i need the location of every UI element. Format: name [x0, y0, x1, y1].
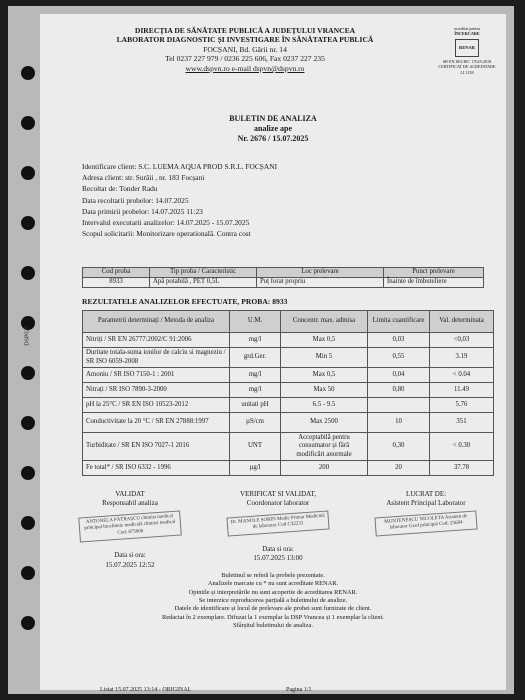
result-cell: 0,80 — [368, 383, 430, 398]
stamp-icon: ANTONELA PĂTRAȘCU chimist medical principal biochimie medicală chimist medical Cod: 875006 — [78, 510, 181, 542]
result-cell: 11.49 — [430, 383, 494, 398]
signature-verified — [208, 490, 348, 563]
result-cell: Nitriți / SR EN 26777:2002/C 91:2006 — [83, 333, 230, 348]
results-header-cell: Val. determinata — [430, 311, 494, 333]
result-cell: 0,55 — [368, 348, 430, 368]
result-cell: 351 — [430, 413, 494, 433]
info-collect-date: Data recoltarii probelor: 14.07.2025 — [82, 195, 189, 205]
sig-title: Asistent Principal Laborator — [386, 498, 466, 507]
sample-header-cell: Tip proba / Caracteristic — [150, 268, 257, 278]
result-cell: pH la 25°C / SR EN ISO 10523-2012 — [83, 398, 230, 413]
table-row — [83, 433, 494, 461]
sig-role: VERIFICAT SI VALIDAT, — [240, 490, 316, 498]
accreditation-badge — [436, 26, 498, 75]
sig-date: 15.07.2025 13:00 — [253, 554, 303, 563]
header-web: www.dspvn.ro e-mail dspvn@dspvn.ro — [185, 63, 305, 73]
sig-date: 15.07.2025 12:52 — [105, 560, 155, 569]
cert-text-3: SR EN ISO/IEC 17025:2018 — [442, 58, 492, 64]
result-cell: Acceptabilă pentru consumator și fără modificări anormale — [281, 433, 368, 461]
result-cell: mg/l — [230, 333, 281, 348]
sample-header-cell: Punct prelevare — [384, 268, 484, 278]
sample-cell: 8933 — [83, 278, 150, 288]
client-info — [82, 162, 482, 240]
cert-text-1: acreditat pentru — [453, 26, 481, 31]
result-cell: grd.Ger. — [230, 348, 281, 368]
result-cell: 6.5 - 9.5 — [281, 398, 368, 413]
footer-notes — [40, 572, 506, 630]
result-cell: mg/l — [230, 383, 281, 398]
sig-title: Responsabil analiza — [102, 498, 158, 507]
result-cell: Fe total* / SR ISO 6332 - 1996 — [83, 461, 230, 476]
info-address: Adresa client: str. Surăii , nr. 183 Focșani — [82, 173, 205, 183]
listed-stamp: Listat 15.07.2025 13:14 - ORIGINAL — [100, 687, 192, 693]
result-cell: UNT — [230, 433, 281, 461]
header-address: FOCȘANI, Bd. Gării nr. 14 — [203, 44, 287, 54]
footer-line: Datele de identificare și locul de prelevare ale probei sunt furnizate de client. — [174, 605, 372, 613]
table-row — [83, 461, 494, 476]
result-cell: 10 — [368, 413, 430, 433]
analysis-bulletin-page — [24, 14, 506, 693]
results-header-cell: Concentr. max. admisa — [281, 311, 368, 333]
signature-worked-by — [356, 490, 496, 532]
footer-line: Opiniile și interpretările nu sunt acoperite de acreditarea RENAR. — [188, 588, 358, 596]
results-title: REZULTATELE ANALIZELOR EFECTUATE, PROBA: 8933 — [82, 297, 288, 306]
stamp-icon: Dr. MANOLE SORIN Medic Primar Medicină de laborator Cod C32231 — [226, 510, 329, 536]
title-main: BULETIN DE ANALIZA — [229, 114, 317, 123]
sig-title: Coordonator laborator — [246, 498, 310, 507]
sample-cell: Înainte de îmbuteliere — [384, 278, 484, 288]
header-line-2: LABORATOR DIAGNOSTIC ȘI INVESTIGARE ÎN SĂNĂTATEA PUBLICĂ — [116, 35, 374, 45]
footer-line: Se interzice reproducerea parțială a buletinului de analize. — [198, 596, 348, 604]
sig-date-label: Data si ora: — [262, 546, 294, 553]
title-sub: analize ape — [254, 124, 292, 133]
sample-header-cell: Loc prelevare — [257, 268, 384, 278]
cert-text-5: LI 1158 — [460, 69, 474, 75]
result-cell: 0,03 — [368, 333, 430, 348]
header-line-1: DIRECȚIA DE SĂNĂTATE PUBLICĂ A JUDEȚULUI VRANCEA — [134, 26, 356, 35]
result-cell: unitati pH — [230, 398, 281, 413]
cert-text-4: CERTIFICAT DE ACREDITARE — [438, 64, 496, 70]
result-cell: Duritate totala-suma ionilor de calciu si magneziu / SR ISO 6059-2008 — [83, 348, 230, 368]
result-cell: < 0.04 — [430, 368, 494, 383]
stamp-icon: MUNTENESCU NICOLETA Asistent de laborator Grad principal Cod: 25684 — [374, 510, 477, 536]
sig-role: LUCRAT DE: — [405, 490, 447, 498]
result-cell: < 0.30 — [430, 433, 494, 461]
result-cell: <0,03 — [430, 333, 494, 348]
cert-text-2: ÎNCERCARE — [454, 31, 480, 37]
renar-logo-icon: RENAR — [455, 39, 479, 57]
institution-header — [80, 26, 410, 73]
table-row — [83, 383, 494, 398]
binder-holes — [18, 66, 40, 666]
results-header-cell: Parametrii determinați / Metoda de analiza — [83, 311, 230, 333]
footer-line: Buletinul se referă la probele prezentate. — [221, 572, 325, 579]
table-row — [83, 413, 494, 433]
results-header-cell: U.M. — [230, 311, 281, 333]
table-row — [83, 333, 494, 348]
info-client: Identificare client: S.C. LUEMA AQUA PROD S.R.L. FOCȘANI — [82, 162, 278, 171]
result-cell: 200 — [281, 461, 368, 476]
title-number: Nr. 2676 / 15.07.2025 — [237, 134, 309, 143]
result-cell: Min 5 — [281, 348, 368, 368]
result-cell — [368, 398, 430, 413]
result-cell: Conductivitate la 20 °C / SR EN 27888:1997 — [83, 413, 230, 433]
result-cell: Amoniu / SR ISO 7150-1 : 2001 — [83, 368, 230, 383]
result-cell: 37.78 — [430, 461, 494, 476]
side-code: DSP029 — [24, 325, 31, 346]
info-purpose: Scopul solicitarii: Monitorizare operatională. Contra cost — [82, 229, 251, 239]
result-cell: µg/l — [230, 461, 281, 476]
signature-validated — [60, 490, 200, 569]
table-row — [83, 348, 494, 368]
table-row — [83, 398, 494, 413]
result-cell: µS/cm — [230, 413, 281, 433]
result-cell: Turbiditate / SR EN ISO 7027-1 2016 — [83, 433, 230, 461]
sig-role: VALIDAT — [115, 490, 145, 498]
sample-cell: Puț forat propriu — [257, 278, 384, 288]
result-cell: Max 0,5 — [281, 368, 368, 383]
results-table — [82, 310, 494, 476]
table-row — [83, 278, 484, 288]
result-cell: 0,04 — [368, 368, 430, 383]
info-receive-date: Data primirii probelor: 14.07.2025 11:23 — [82, 206, 203, 216]
footer-line: Redactat în 2 exemplare. Difuzat la 1 exemplar la DSP Vrancea și 1 exemplar la client. — [162, 613, 384, 621]
table-row — [83, 368, 494, 383]
results-header-cell: Limita cuantificare — [368, 311, 430, 333]
header-phone: Tel 0237 227 979 / 0236 225 606, Fax 0237 227 235 — [165, 54, 325, 64]
result-cell: Nitrați / SR ISO 7890-3-2000 — [83, 383, 230, 398]
result-cell: Max 50 — [281, 383, 368, 398]
sig-date-label: Data si ora: — [114, 552, 146, 560]
result-cell: 3.19 — [430, 348, 494, 368]
info-collector: Recoltat de: Tonder Radu — [82, 184, 158, 194]
sample-cell: Apă potabilă , PET 0,5L — [150, 278, 257, 288]
result-cell: 0,30 — [368, 433, 430, 461]
result-cell: Max 2500 — [281, 413, 368, 433]
sample-table — [82, 267, 484, 288]
sample-header-cell: Cod proba — [83, 268, 150, 278]
footer-line: Analizele marcate cu * nu sunt acreditate RENAR. — [207, 580, 339, 588]
result-cell: Max 0,5 — [281, 333, 368, 348]
result-cell: 5.76 — [430, 398, 494, 413]
info-interval: Intervalul executarii analizelor: 14.07.2025 - 15.07.2025 — [82, 217, 250, 227]
footer-line: Sfârșitul buletinului de analiza. — [233, 621, 313, 629]
result-cell: 20 — [368, 461, 430, 476]
result-cell: mg/l — [230, 368, 281, 383]
bulletin-title — [40, 114, 506, 144]
page-number: Pagina 1/1 — [286, 687, 312, 693]
